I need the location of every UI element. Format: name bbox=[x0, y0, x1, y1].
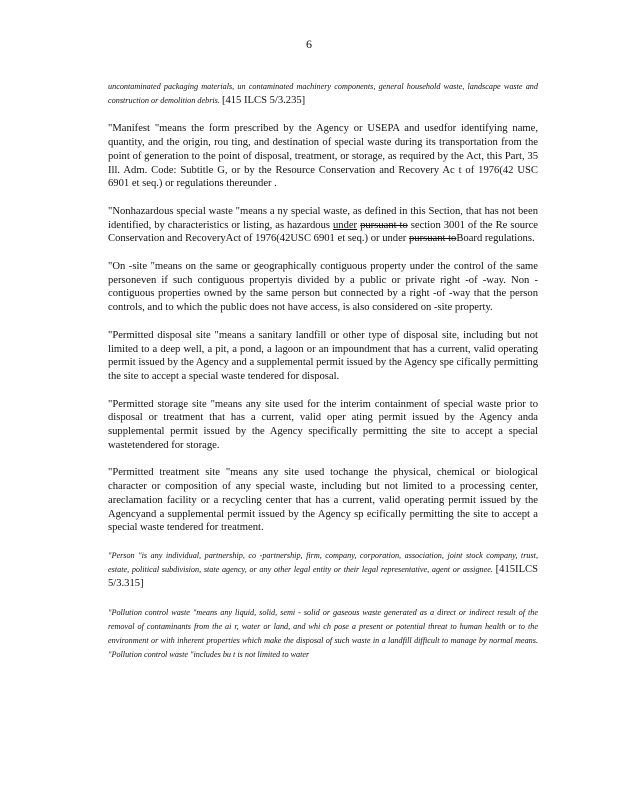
struck-text: pursuant to bbox=[360, 219, 408, 231]
text-run: "Pollution control waste "means any liquid, solid, semi - solid or gaseous waste generated as a direct or indirect result of the removal of contaminants from the ai r, water or land, and whi ch pose a present or potential threat to human health or to the environment or with inherent properties which make the disposal of such waste in a landfill difficult to manage by normal means. "Pollution control waste "includes bu t is not limited to water bbox=[108, 607, 538, 660]
definition-paragraph bbox=[108, 205, 538, 246]
text-run: "Person "is any individual, partnership, co -partnership, firm, company, corporation, association, joint stock company, trust, estate, political subdivision, state agency, or any other legal entity or their legal representative, agent or assignee. bbox=[108, 550, 538, 575]
text-run: section 3001 of the Re source Conservation and RecoveryAct of 1976(42USC 6901 et seq.) or under bbox=[108, 219, 538, 245]
definition-paragraph bbox=[108, 606, 538, 663]
text-run: uncontaminated packaging materials, un contaminated machinery components, general household waste, landscape waste and construction or demolition debris. bbox=[108, 82, 538, 106]
text-run: "Permitted storage site "means any site used for the interim containment of special waste prior to disposal or treatment that has a current, valid oper ating permit issued by the Agency anda supplemental permit issued by the Agency specifically permitting the site to accept a special wastetendered for storage. bbox=[108, 398, 538, 451]
definition-paragraph bbox=[108, 122, 538, 191]
text-run: Board regulations. bbox=[456, 233, 535, 245]
text-run: [415ILCS 5/3.315] bbox=[108, 564, 538, 590]
definition-paragraph bbox=[108, 466, 538, 535]
struck-text: pursuant to bbox=[408, 233, 457, 245]
text-run: [415 ILCS 5/3.235] bbox=[221, 95, 306, 107]
definition-paragraph bbox=[108, 398, 538, 453]
text-run: "Permitted disposal site "means a sanitary landfill or other type of disposal site, including but not limited to a deep well, a pit, a pond, a lagoon or an impoundment that has a current, valid operating permit issued by the Agency and a supplemental permit issued by the Agency spe cifically permitting the site to accept a special waste tendered for disposal. bbox=[108, 329, 538, 382]
text-run: "Nonhazardous special waste "means a ny special waste, as defined in this Section, that has not been identified, by characteristics or listing, as hazardous bbox=[108, 205, 538, 231]
definition-paragraph bbox=[108, 260, 538, 315]
text-run: "Permitted treatment site "means any site used tochange the physical, chemical or biological character or composition of any special waste, including but not limited to a processing center, areclamation facility or a recycling center that has a current, valid operating permit issued by the Agencyand a supplemental permit issued by the Agency sp ecifically permitting the site to accept a special waste tendered for treatment. bbox=[108, 467, 538, 534]
definition-paragraph bbox=[108, 549, 538, 592]
text-run: "On -site "means on the same or geographically contiguous property under the control of the same personeven if such contiguous propertyis divided by a public or private right -of -way. Non -contiguous properties owned by the same person but connected by a right -of -way that the person controls, and to which the public does not have access, is also considered on -site property. bbox=[108, 261, 538, 314]
page-number: 6 bbox=[306, 37, 312, 51]
definition-paragraph bbox=[108, 329, 538, 384]
document-body bbox=[108, 80, 538, 662]
text-run: "Manifest "means the form prescribed by the Agency or USEPA and usedfor identifying name, quantity, and the origin, rou ting, and destination of special waste during its transportation from the point of generation to the point of disposal, treatment, or storage, as required by the Act, this Part, 35 Ill. Adm. Code: Subtitle G, or by the Resource Conservation and Recovery Ac t of 1976(42 USC 6901 et seq.) or regulations thereunder . bbox=[108, 123, 538, 190]
definition-paragraph bbox=[108, 80, 538, 108]
inserted-text: under bbox=[332, 219, 358, 231]
